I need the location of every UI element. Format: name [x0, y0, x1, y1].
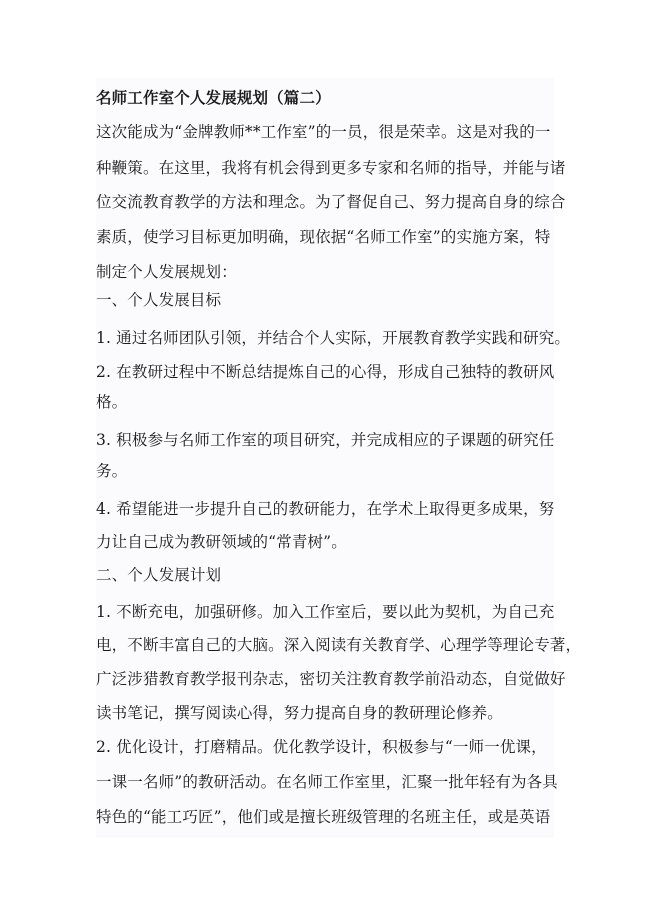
text-line: 种鞭策。在这里，我将有机会得到更多专家和名师的指导，并能与诸 — [96, 159, 566, 177]
list-item: 2. 在教研过程中不断总结提炼自己的心得，形成自己独特的教研风 — [96, 363, 555, 381]
document-page — [96, 78, 582, 838]
section-heading: 一、个人发展目标 — [96, 291, 222, 309]
list-item: 4. 希望能进一步提升自己的教研能力，在学术上取得更多成果，努 — [96, 500, 555, 518]
text-line: 特色的“能工巧匠”，他们或是擅长班级管理的名班主任，或是英语 — [96, 808, 551, 826]
list-item: 1. 不断充电，加强研修。加入工作室后，要以此为契机，为自己充 — [96, 603, 555, 621]
text-line: 位交流教育教学的方法和理念。为了督促自己、努力提高自身的综合 — [96, 193, 566, 211]
text-line: 这次能成为“金牌教师**工作室”的一员，很是荣幸。这是对我的一 — [96, 123, 551, 141]
text-line: 务。 — [96, 462, 128, 480]
text-line: 力让自己成为教研领域的“常青树”。 — [96, 533, 347, 551]
document-title: 名师工作室个人发展规划（篇二） — [96, 88, 331, 107]
text-line: 制定个人发展规划： — [96, 263, 237, 281]
text-line: 读书笔记，撰写阅读心得，努力提高自身的教研理论修养。 — [96, 704, 503, 722]
list-item: 1. 通过名师团队引领，并结合个人实际，开展教育教学实践和研究。 — [96, 329, 571, 347]
list-item: 3. 积极参与名师工作室的项目研究，并完成相应的子课题的研究任 — [96, 431, 555, 449]
section-heading: 二、个人发展计划 — [96, 566, 222, 584]
text-line: 电，不断丰富自己的大脑。深入阅读有关教育学、心理学等理论专著， — [96, 636, 582, 654]
text-line: 格。 — [96, 393, 128, 411]
text-line: 广泛涉猎教育教学报刊杂志，密切关注教育教学前沿动态，自觉做好 — [96, 670, 566, 688]
text-line: 一课一名师”的教研活动。在名师工作室里，汇聚一批年轻有为各具 — [96, 773, 558, 791]
text-line: 素质，使学习目标更加明确，现依据“名师工作室”的实施方案，特 — [96, 228, 551, 246]
list-item: 2. 优化设计，打磨精品。优化教学设计，积极参与“一师一优课， — [96, 738, 547, 756]
